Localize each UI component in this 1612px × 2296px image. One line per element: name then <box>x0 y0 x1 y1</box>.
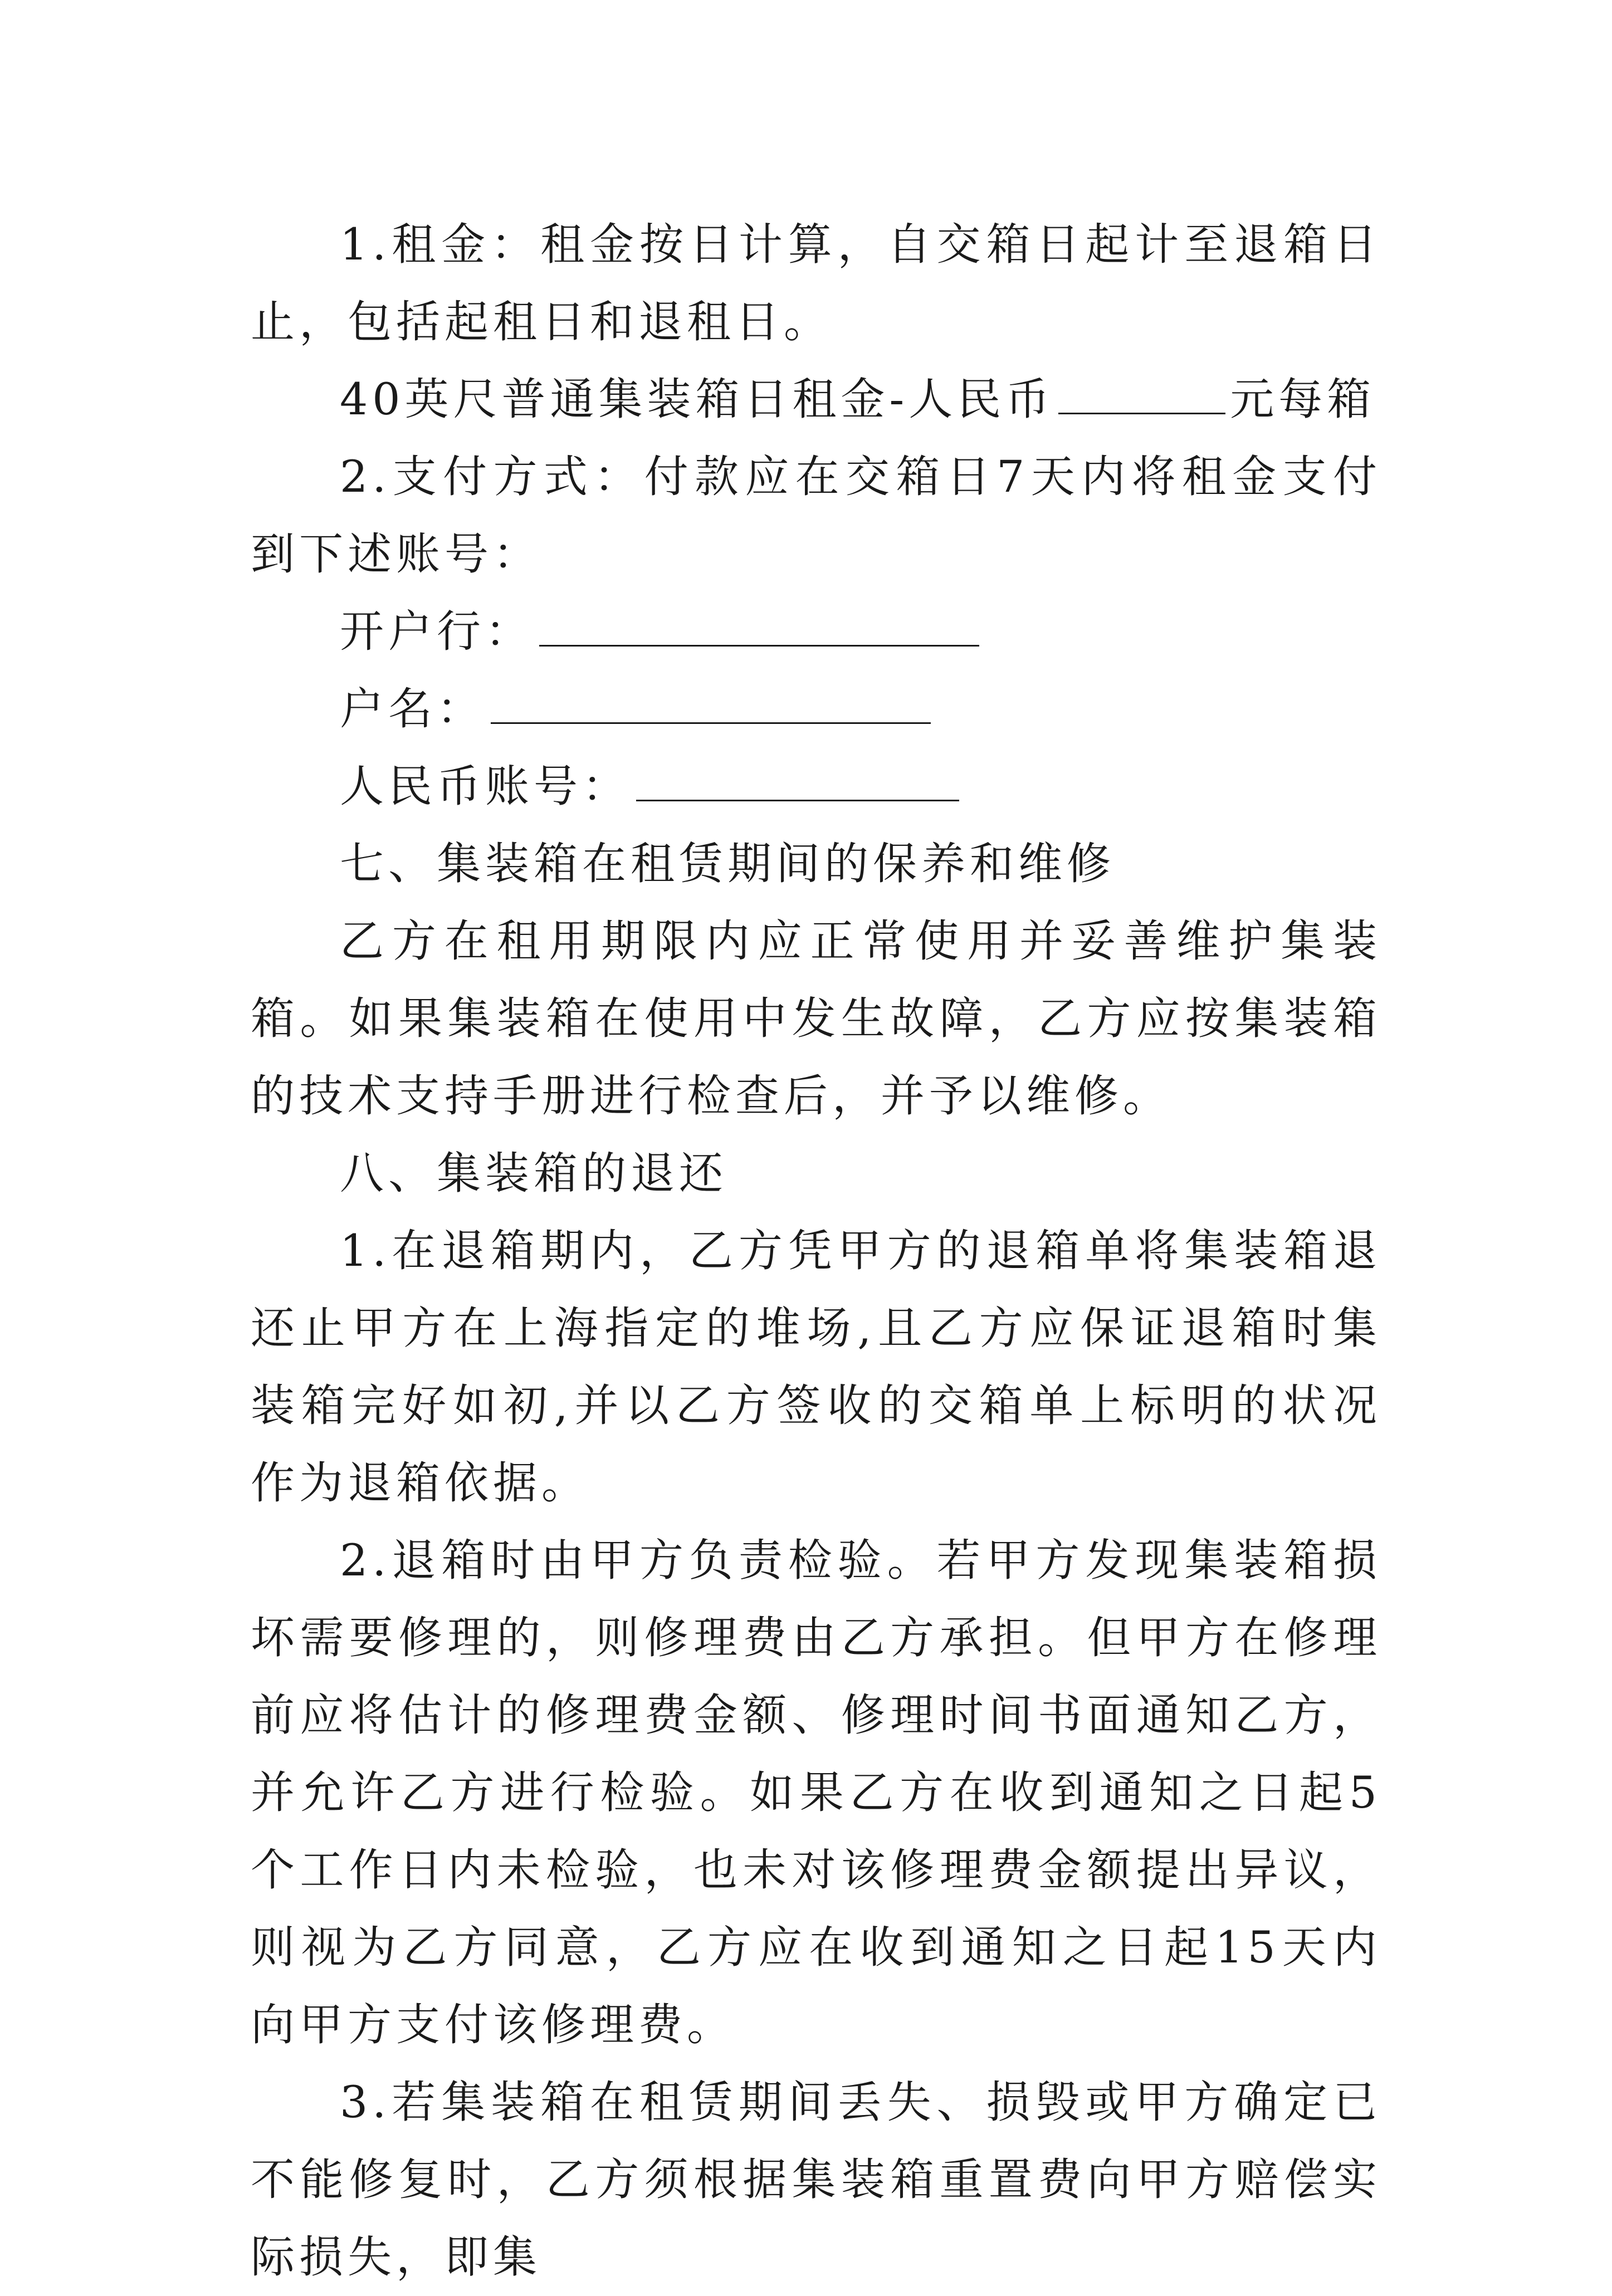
account-number-line <box>251 748 1381 825</box>
return-clause-2: 2.退箱时由甲方负责检验。若甲方发现集装箱损坏需要修理的，则修理费由乙方承担。但甲方在修理前应将估计的修理费金额、修理时间书面通知乙方，并允许乙方进行检验。如果乙方在收到通知之日起5个工作日内未检验，也未对该修理费金额提出异议，则视为乙方同意，乙方应在收到通知之日起15天内向甲方支付该修理费。 <box>251 1535 1381 2050</box>
maintenance-clause: 乙方在租用期限内应正常使用并妥善维护集装箱。如果集装箱在使用中发生故障，乙方应按集装箱的技术支持手册进行检查后，并予以维修。 <box>251 916 1381 1122</box>
account-name-label: 户名： <box>340 683 485 735</box>
return-clause-3: 3.若集装箱在租赁期间丢失、损毁或甲方确定已不能修复时，乙方须根据集装箱重置费向甲方赔偿实际损失，即集 <box>251 2077 1381 2283</box>
account-name-line <box>251 670 1381 748</box>
bank-line <box>251 593 1381 670</box>
daily-rent-line <box>251 361 1381 438</box>
section-8-heading: 八、集装箱的退还 <box>340 1148 727 1199</box>
document-page <box>251 206 1381 2296</box>
daily-rent-blank <box>1058 408 1225 414</box>
section-7-heading: 七、集装箱在租赁期间的保养和维修 <box>340 838 1115 889</box>
daily-rent-unit: 元每箱 <box>1230 374 1376 425</box>
account-name-blank <box>491 718 931 724</box>
bank-blank <box>539 640 979 647</box>
account-number-blank <box>636 795 959 801</box>
payment-clause: 2.支付方式：付款应在交箱日7天内将租金支付到下述账号： <box>251 451 1381 580</box>
rent-clause: 1.租金：租金按日计算，自交箱日起计至退箱日止，包括起租日和退租日。 <box>251 219 1381 347</box>
return-clause-1: 1.在退箱期内，乙方凭甲方的退箱单将集装箱退还止甲方在上海指定的堆场,且乙方应保证退箱时集装箱完好如初,并以乙方签收的交箱单上标明的状况作为退箱依据。 <box>251 1225 1381 1509</box>
daily-rent-text: 40英尺普通集装箱日租金-人民币 <box>340 374 1054 425</box>
bank-label: 开户行： <box>340 606 534 657</box>
account-number-label: 人民币账号： <box>340 761 631 812</box>
